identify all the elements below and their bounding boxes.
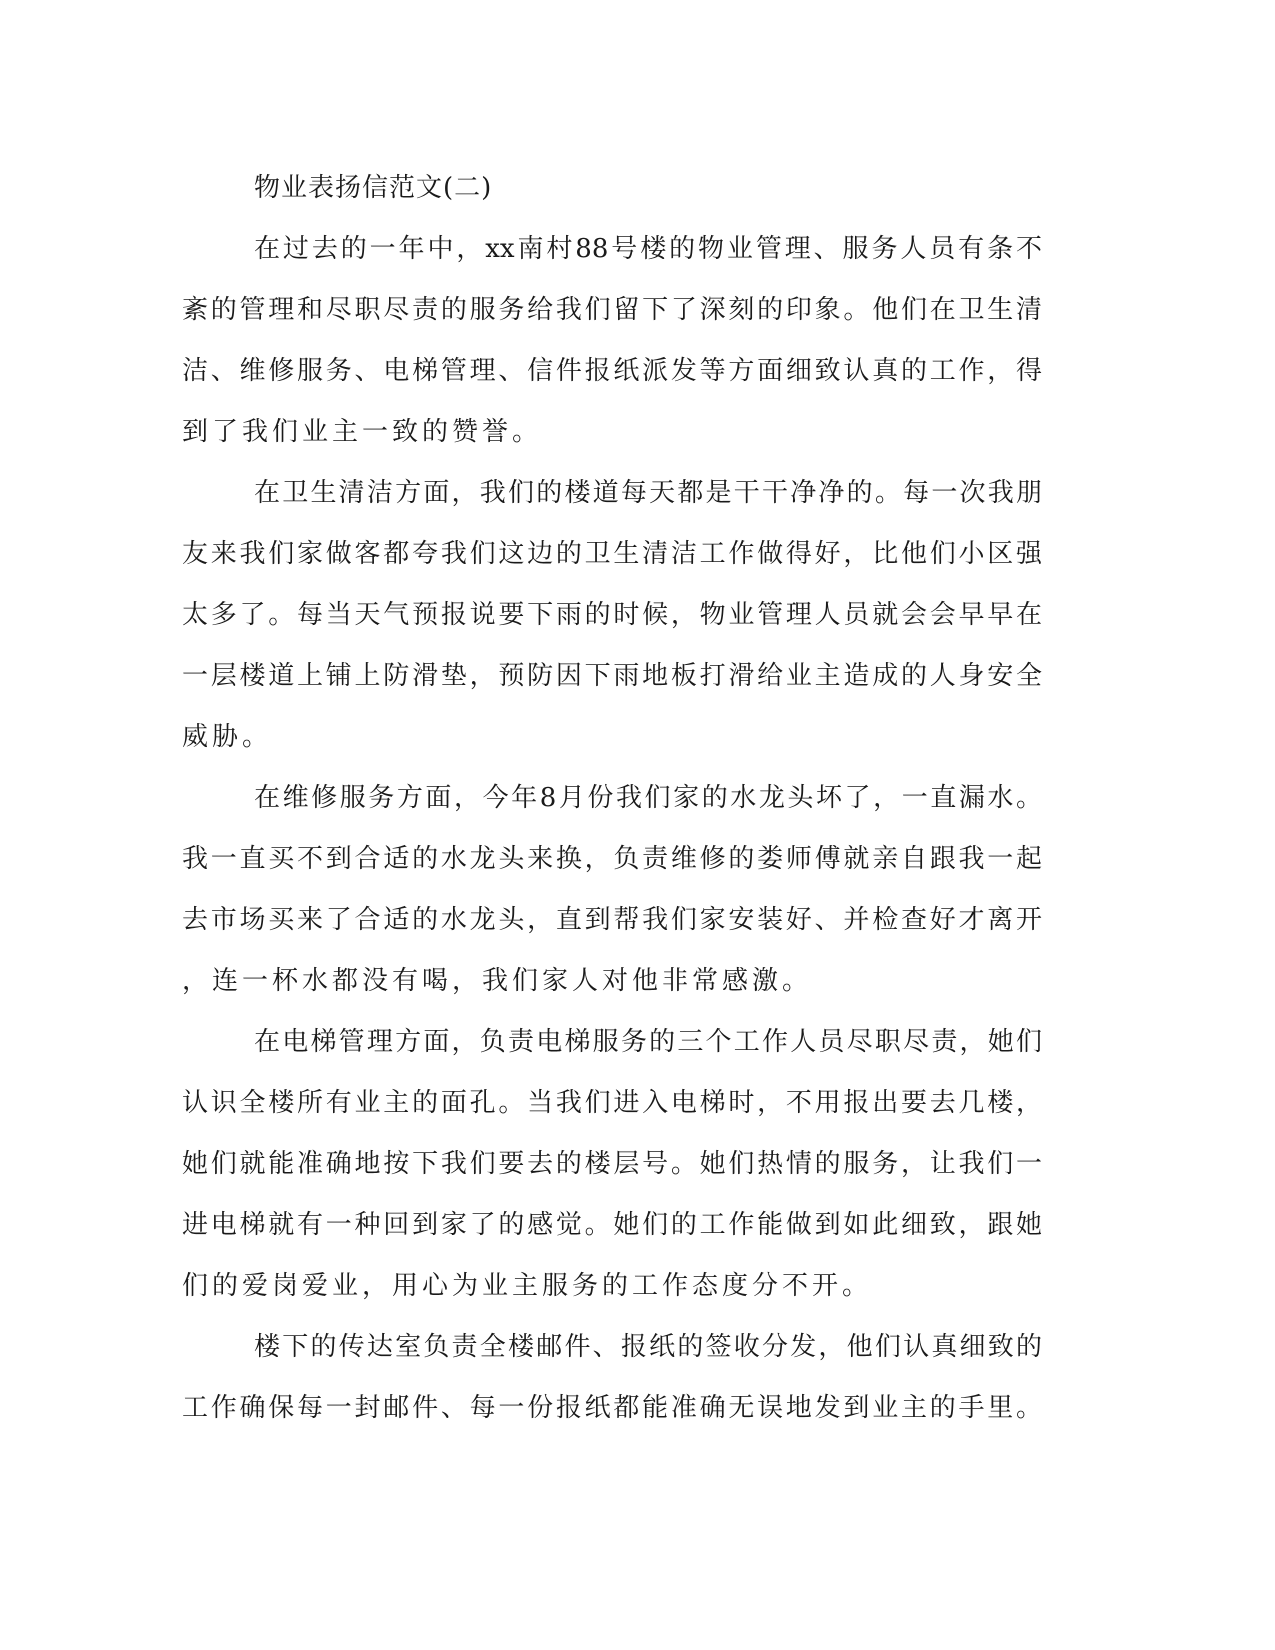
- paragraph-line: 去市场买来了合适的水龙头，直到帮我们家安装好、并检查好才离开: [182, 905, 1042, 935]
- paragraph-2: [182, 463, 1042, 768]
- document-title: 物业表扬信范文(二): [254, 173, 493, 203]
- paragraph-line: 在电梯管理方面，负责电梯服务的三个工作人员尽职尽责，她们: [254, 1027, 1042, 1057]
- paragraph-line: 洁、维修服务、电梯管理、信件报纸派发等方面细致认真的工作，得: [182, 356, 1042, 386]
- paragraph-line: 威胁。: [182, 722, 273, 752]
- paragraph-line: 在过去的一年中，xx南村88号楼的物业管理、服务人员有条不: [254, 234, 1042, 264]
- document-body: [182, 158, 1042, 1439]
- paragraph-line: 在卫生清洁方面，我们的楼道每天都是干干净净的。每一次我朋: [254, 478, 1042, 508]
- paragraph-4: [182, 1012, 1042, 1317]
- paragraph-line: 在维修服务方面，今年8月份我们家的水龙头坏了，一直漏水。: [254, 783, 1042, 813]
- paragraph-line: 认识全楼所有业主的面孔。当我们进入电梯时，不用报出要去几楼，: [182, 1088, 1042, 1118]
- paragraph-line: 太多了。每当天气预报说要下雨的时候，物业管理人员就会会早早在: [182, 600, 1042, 630]
- paragraph-line: 到了我们业主一致的赞誉。: [182, 417, 543, 447]
- paragraph-line: 工作确保每一封邮件、每一份报纸都能准确无误地发到业主的手里。: [182, 1393, 1042, 1423]
- paragraph-line: 我一直买不到合适的水龙头来换，负责维修的娄师傅就亲自跟我一起: [182, 844, 1042, 874]
- paragraph-line: ，连一杯水都没有喝，我们家人对他非常感激。: [182, 966, 813, 996]
- paragraph-line: 们的爱岗爱业，用心为业主服务的工作态度分不开。: [182, 1271, 873, 1301]
- paragraph-line: 楼下的传达室负责全楼邮件、报纸的签收分发，他们认真细致的: [254, 1332, 1042, 1362]
- paragraph-line: 紊的管理和尽职尽责的服务给我们留下了深刻的印象。他们在卫生清: [182, 295, 1042, 325]
- paragraph-line: 她们就能准确地按下我们要去的楼层号。她们热情的服务，让我们一: [182, 1149, 1042, 1179]
- paragraph-5: [182, 1317, 1042, 1439]
- paragraph-line: 友来我们家做客都夸我们这边的卫生清洁工作做得好，比他们小区强: [182, 539, 1042, 569]
- paragraph-line: 一层楼道上铺上防滑垫，预防因下雨地板打滑给业主造成的人身安全: [182, 661, 1042, 691]
- paragraph-3: [182, 768, 1042, 1012]
- paragraph-line: 进电梯就有一种回到家了的感觉。她们的工作能做到如此细致，跟她: [182, 1210, 1042, 1240]
- paragraph-1: [182, 219, 1042, 463]
